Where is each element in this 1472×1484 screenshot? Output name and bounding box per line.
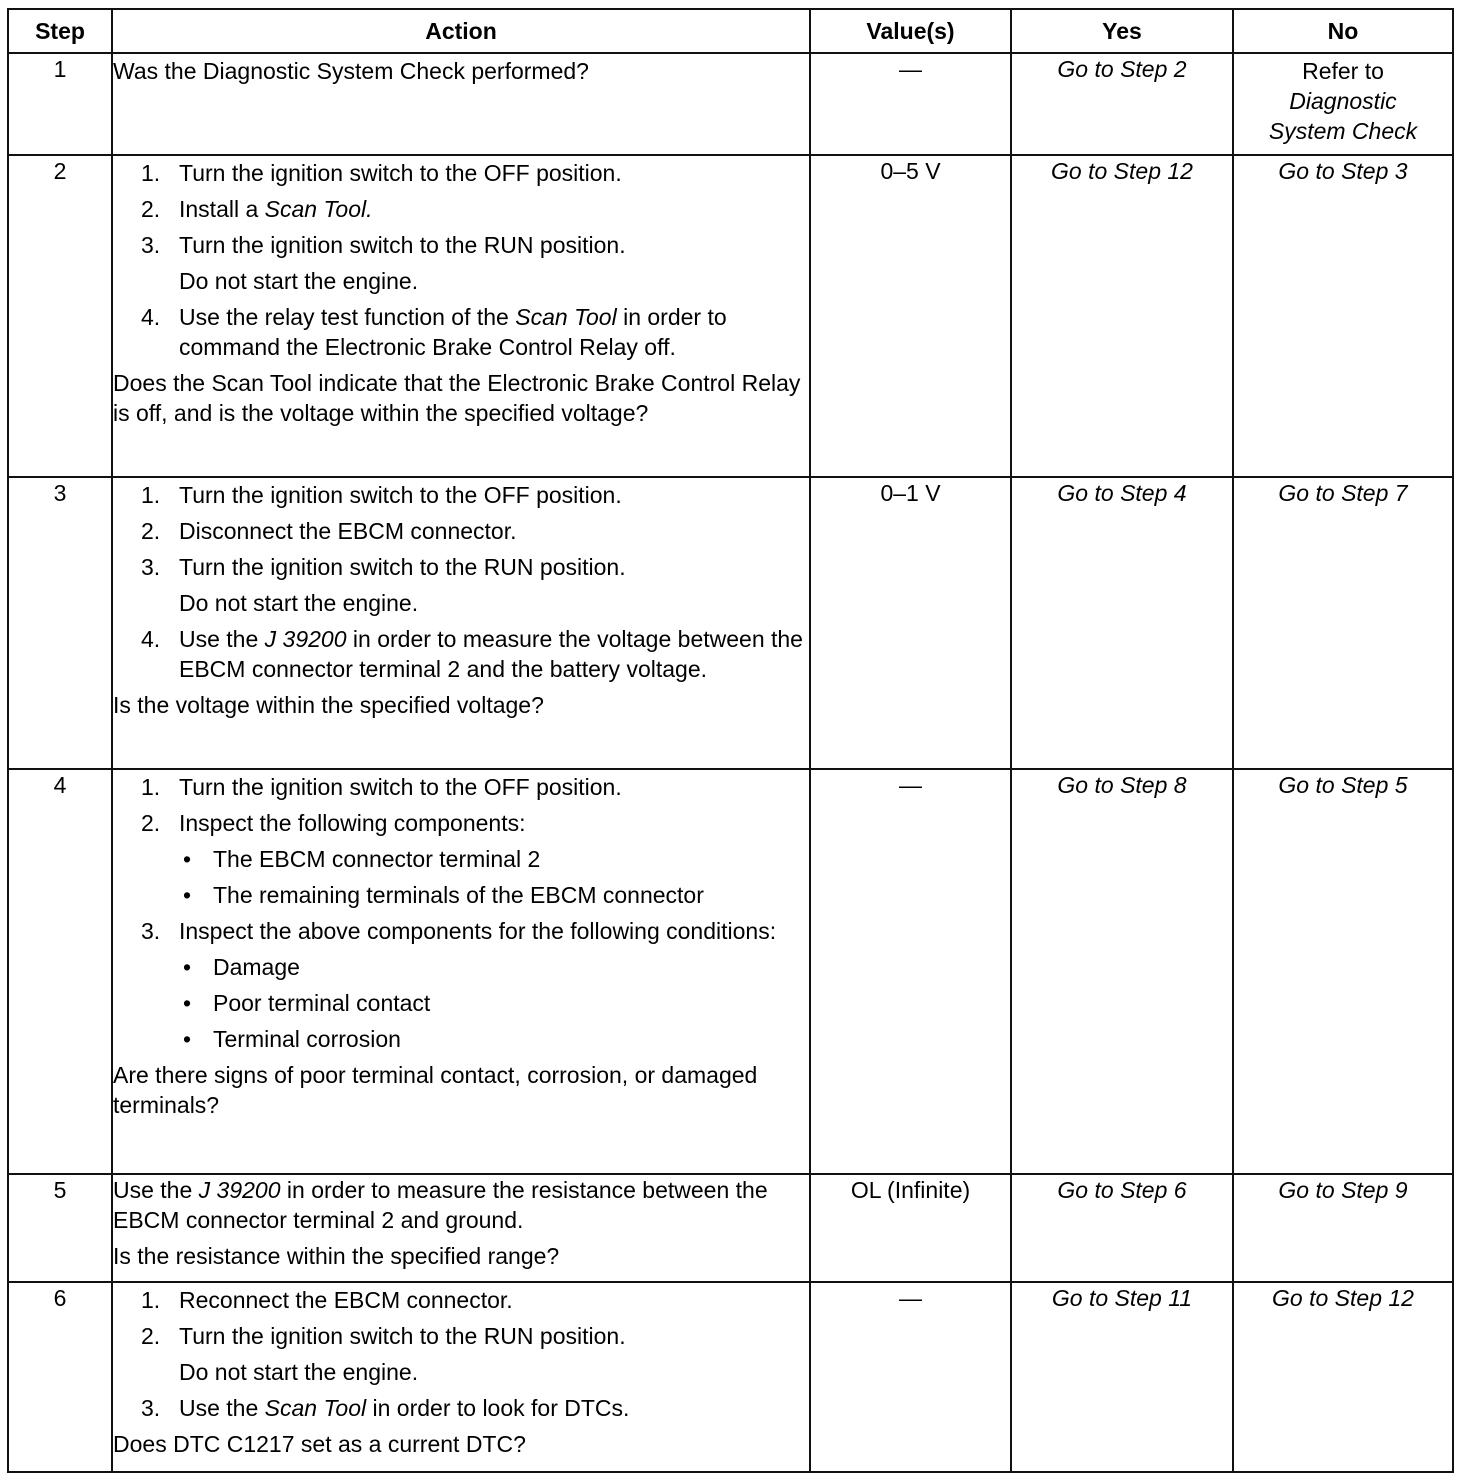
header-values: Value(s): [810, 9, 1011, 53]
action-step: 3. Turn the ignition switch to the RUN position.: [141, 554, 626, 580]
no-cell: Go to Step 7: [1233, 477, 1453, 769]
yes-cell: Go to Step 2: [1011, 53, 1233, 155]
yes-cell: Go to Step 12: [1011, 155, 1233, 477]
no-refer-line3: System Check: [1268, 118, 1418, 144]
value-cell: —: [810, 1282, 1011, 1472]
header-no: No: [1233, 9, 1453, 53]
no-cell: Go to Step 9: [1233, 1174, 1453, 1282]
action-step: 3. Turn the ignition switch to the RUN position.: [141, 232, 626, 258]
no-refer-text: Refer to: [1302, 58, 1384, 84]
value-cell: OL (Infinite): [810, 1174, 1011, 1282]
action-bullet: • The EBCM connector terminal 2: [183, 846, 541, 872]
action-cell: [112, 477, 810, 769]
action-question: Does DTC C1217 set as a current DTC?: [113, 1431, 526, 1457]
yes-cell: Go to Step 6: [1011, 1174, 1233, 1282]
step-number: 1: [8, 53, 112, 155]
table-row: [8, 53, 1453, 155]
value-cell: 0–5 V: [810, 155, 1011, 477]
diagnostic-table: [7, 8, 1454, 1473]
action-step: 1. Turn the ignition switch to the OFF position.: [141, 774, 622, 800]
header-row: [8, 9, 1453, 53]
action-note: Do not start the engine.: [179, 590, 419, 616]
step-number: 4: [8, 769, 112, 1174]
table-row: [8, 769, 1453, 1174]
header-yes: Yes: [1011, 9, 1233, 53]
yes-cell: Go to Step 11: [1011, 1282, 1233, 1472]
action-step: 2. Disconnect the EBCM connector.: [141, 518, 517, 544]
yes-cell: Go to Step 4: [1011, 477, 1233, 769]
action-note: Do not start the engine.: [179, 1359, 419, 1385]
step-number: 5: [8, 1174, 112, 1282]
action-step: 4. Use the J 39200 in order to measure the voltage between the EBCM connector terminal 2 and the battery voltage.: [141, 626, 803, 682]
step-number: 3: [8, 477, 112, 769]
action-step: 4. Use the relay test function of the Scan Tool in order to command the Electronic Brake Control Relay off.: [141, 304, 727, 360]
action-question: Is the voltage within the specified voltage?: [113, 692, 544, 718]
no-cell: Go to Step 3: [1233, 155, 1453, 477]
yes-cell: Go to Step 8: [1011, 769, 1233, 1174]
action-bullet: • Damage: [183, 954, 300, 980]
step-number: 2: [8, 155, 112, 477]
action-cell: [112, 1174, 810, 1282]
action-bullet: • Poor terminal contact: [183, 990, 431, 1016]
step-number: 6: [8, 1282, 112, 1472]
value-cell: 0–1 V: [810, 477, 1011, 769]
action-text: Use the J 39200 in order to measure the resistance between the EBCM connector terminal 2 and ground.: [113, 1177, 768, 1233]
action-cell: [112, 1282, 810, 1472]
value-cell: —: [810, 769, 1011, 1174]
table-row: [8, 155, 1453, 477]
table-row: [8, 1174, 1453, 1282]
action-question: Was the Diagnostic System Check performed?: [113, 58, 589, 84]
action-bullet: • Terminal corrosion: [183, 1026, 401, 1052]
action-step: 2. Inspect the following components:: [141, 810, 526, 836]
action-step: 2. Turn the ignition switch to the RUN position.: [141, 1323, 626, 1349]
action-step: 1. Turn the ignition switch to the OFF position.: [141, 160, 622, 186]
value-cell: —: [810, 53, 1011, 155]
no-refer-line2: Diagnostic: [1289, 88, 1397, 114]
action-question: Does the Scan Tool indicate that the Electronic Brake Control Relay is off, and is the voltage within the specified voltage?: [113, 370, 801, 426]
action-note: Do not start the engine.: [179, 268, 419, 294]
action-cell: [112, 53, 810, 155]
action-step: 3. Use the Scan Tool in order to look for DTCs.: [141, 1395, 630, 1421]
action-question: Are there signs of poor terminal contact, corrosion, or damaged terminals?: [113, 1062, 758, 1118]
action-step: 2. Install a Scan Tool.: [141, 196, 373, 222]
action-question: Is the resistance within the specified range?: [113, 1243, 560, 1269]
action-step: 1. Turn the ignition switch to the OFF position.: [141, 482, 622, 508]
table-row: [8, 1282, 1453, 1472]
no-cell: [1233, 53, 1453, 155]
header-step: Step: [8, 9, 112, 53]
action-cell: [112, 155, 810, 477]
header-action: Action: [112, 9, 810, 53]
action-step: 3. Inspect the above components for the following conditions:: [141, 918, 777, 944]
action-bullet: • The remaining terminals of the EBCM connector: [183, 882, 704, 908]
table-row: [8, 477, 1453, 769]
action-step: 1. Reconnect the EBCM connector.: [141, 1287, 513, 1313]
action-cell: [112, 769, 810, 1174]
no-cell: Go to Step 5: [1233, 769, 1453, 1174]
no-cell: Go to Step 12: [1233, 1282, 1453, 1472]
